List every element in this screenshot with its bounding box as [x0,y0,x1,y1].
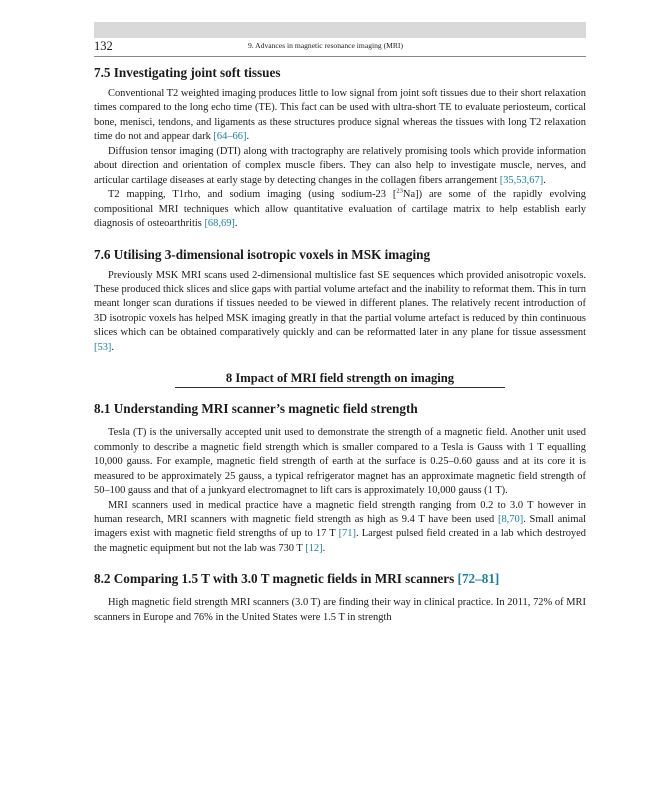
header-rule [94,56,586,57]
section-7-6 [94,246,586,356]
page-number: 132 [94,39,113,53]
citation-link[interactable]: [71] [338,528,356,540]
section-heading-8-2: 8.2 Comparing 1.5 T with 3.0 T magnetic fields in MRI scanners [72–81] [94,571,500,587]
citation-link[interactable]: [72–81] [457,571,500,587]
citation-link[interactable]: [8,70] [497,513,524,525]
paragraph: T2 mapping, T1rho, and sodium imaging (using sodium-23 [$^{23}$Na]) are some of the rapidly evolving compositional MRI techniques which allow quantitative evaluation of cartilage matrix to help establish early diagnosis of osteoarthritis [68,69]. [94,187,586,230]
citation-link[interactable]: [64–66] [213,131,247,143]
paragraph: Diffusion tensor imaging (DTI) along with tractography are relatively promising tools which provide information about direction and orientation of complex muscle fibers. They can also help to investigate muscle, nerves, and articular cartilage diseases at early stage by detecting changes in the collagen fibers arrangement [35,53,67]. [94,145,586,186]
running-head: 9. Advances in magnetic resonance imaging (MRI) [248,41,403,50]
header-bar [94,22,586,38]
section-8-2 [94,570,586,625]
section-heading-7-5: 7.5 Investigating joint soft tissues [94,65,281,80]
section-8-1 [94,400,586,556]
paragraph: MRI scanners used in medical practice have a magnetic field strength ranging from 0.2 to 3.0 T however in human research, MRI scanners with magnetic field strength as high as 9.4 T have been used [8,70]. Small animal imagers exist with magnetic field strengths of up to 17 T [71]. Largest pulsed field created in a lab which destroyed the magnetic equipment but not the lab was 730 T [12]. [94,499,586,554]
chapter-title: 8 Impact of MRI field strength on imaging [225,371,455,386]
citation-link[interactable]: [35,53,67] [499,174,544,186]
citation-link[interactable]: [68,69] [204,218,235,230]
superscript: 23 [396,187,403,195]
section-heading-7-6: 7.6 Utilising 3-dimensional isotropic voxels in MSK imaging [94,246,431,262]
paragraph: Tesla (T) is the universally accepted unit used to demonstrate the strength of a magnetic field. Another unit used commonly to describe a magnetic field strength which is smaller compared to a Tesla is Gauss with 1 T equalling 10,000 gauss. For example, magnetic field strength of earth at the surface is 0.25–0.60 gauss and at its core it is measured to be approximately 25 gauss, a typical refrigerator magnet has an approximate magnetic field strength of 50–100 gauss and that of a junkyard electromagnet to lift cars is approximately 10,000 gauss (1 T). [94,427,586,497]
paragraph: Previously MSK MRI scans used 2-dimensional multislice fast SE sequences which provided anisotropic voxels. These produced thick slices and slice gaps with partial volume artefact and the inability to reformat them. This in turn meant longer scan durations if tissues needed to be viewed in different planes. The relatively recent introduction of 3D isotropic voxels has helped MSK imaging greatly in that the partial volume artefact is reduced by thin continuous slices which can be obtained comparatively quickly and can be reformatted later in any plane for tissue assessment [53]. [94,269,586,353]
citation-link[interactable]: [12] [305,542,323,554]
section-7-5 [94,64,586,232]
section-heading-8-1: 8.1 Understanding MRI scanner’s magnetic field strength [94,401,418,417]
paragraph: High magnetic field strength MRI scanners (3.0 T) are finding their way in clinical practice. In 2011, 72% of MRI scanners in Europe and 76% in the United States were 1.5 T in strength [94,597,586,623]
citation-link[interactable]: [53] [94,341,112,353]
page-body [94,64,586,625]
paragraph: Conventional T2 weighted imaging produces little to low signal from joint soft tissues due to their short relaxation times compared to the long echo time (TE). This fact can be used with ultra-short TE to evaluate periosteum, cortical bone, menisci, tendons, and ligaments as these structures produce signal whereas the tissues with long T2 relaxation time do not and appear dark [64–66]. [94,88,586,143]
